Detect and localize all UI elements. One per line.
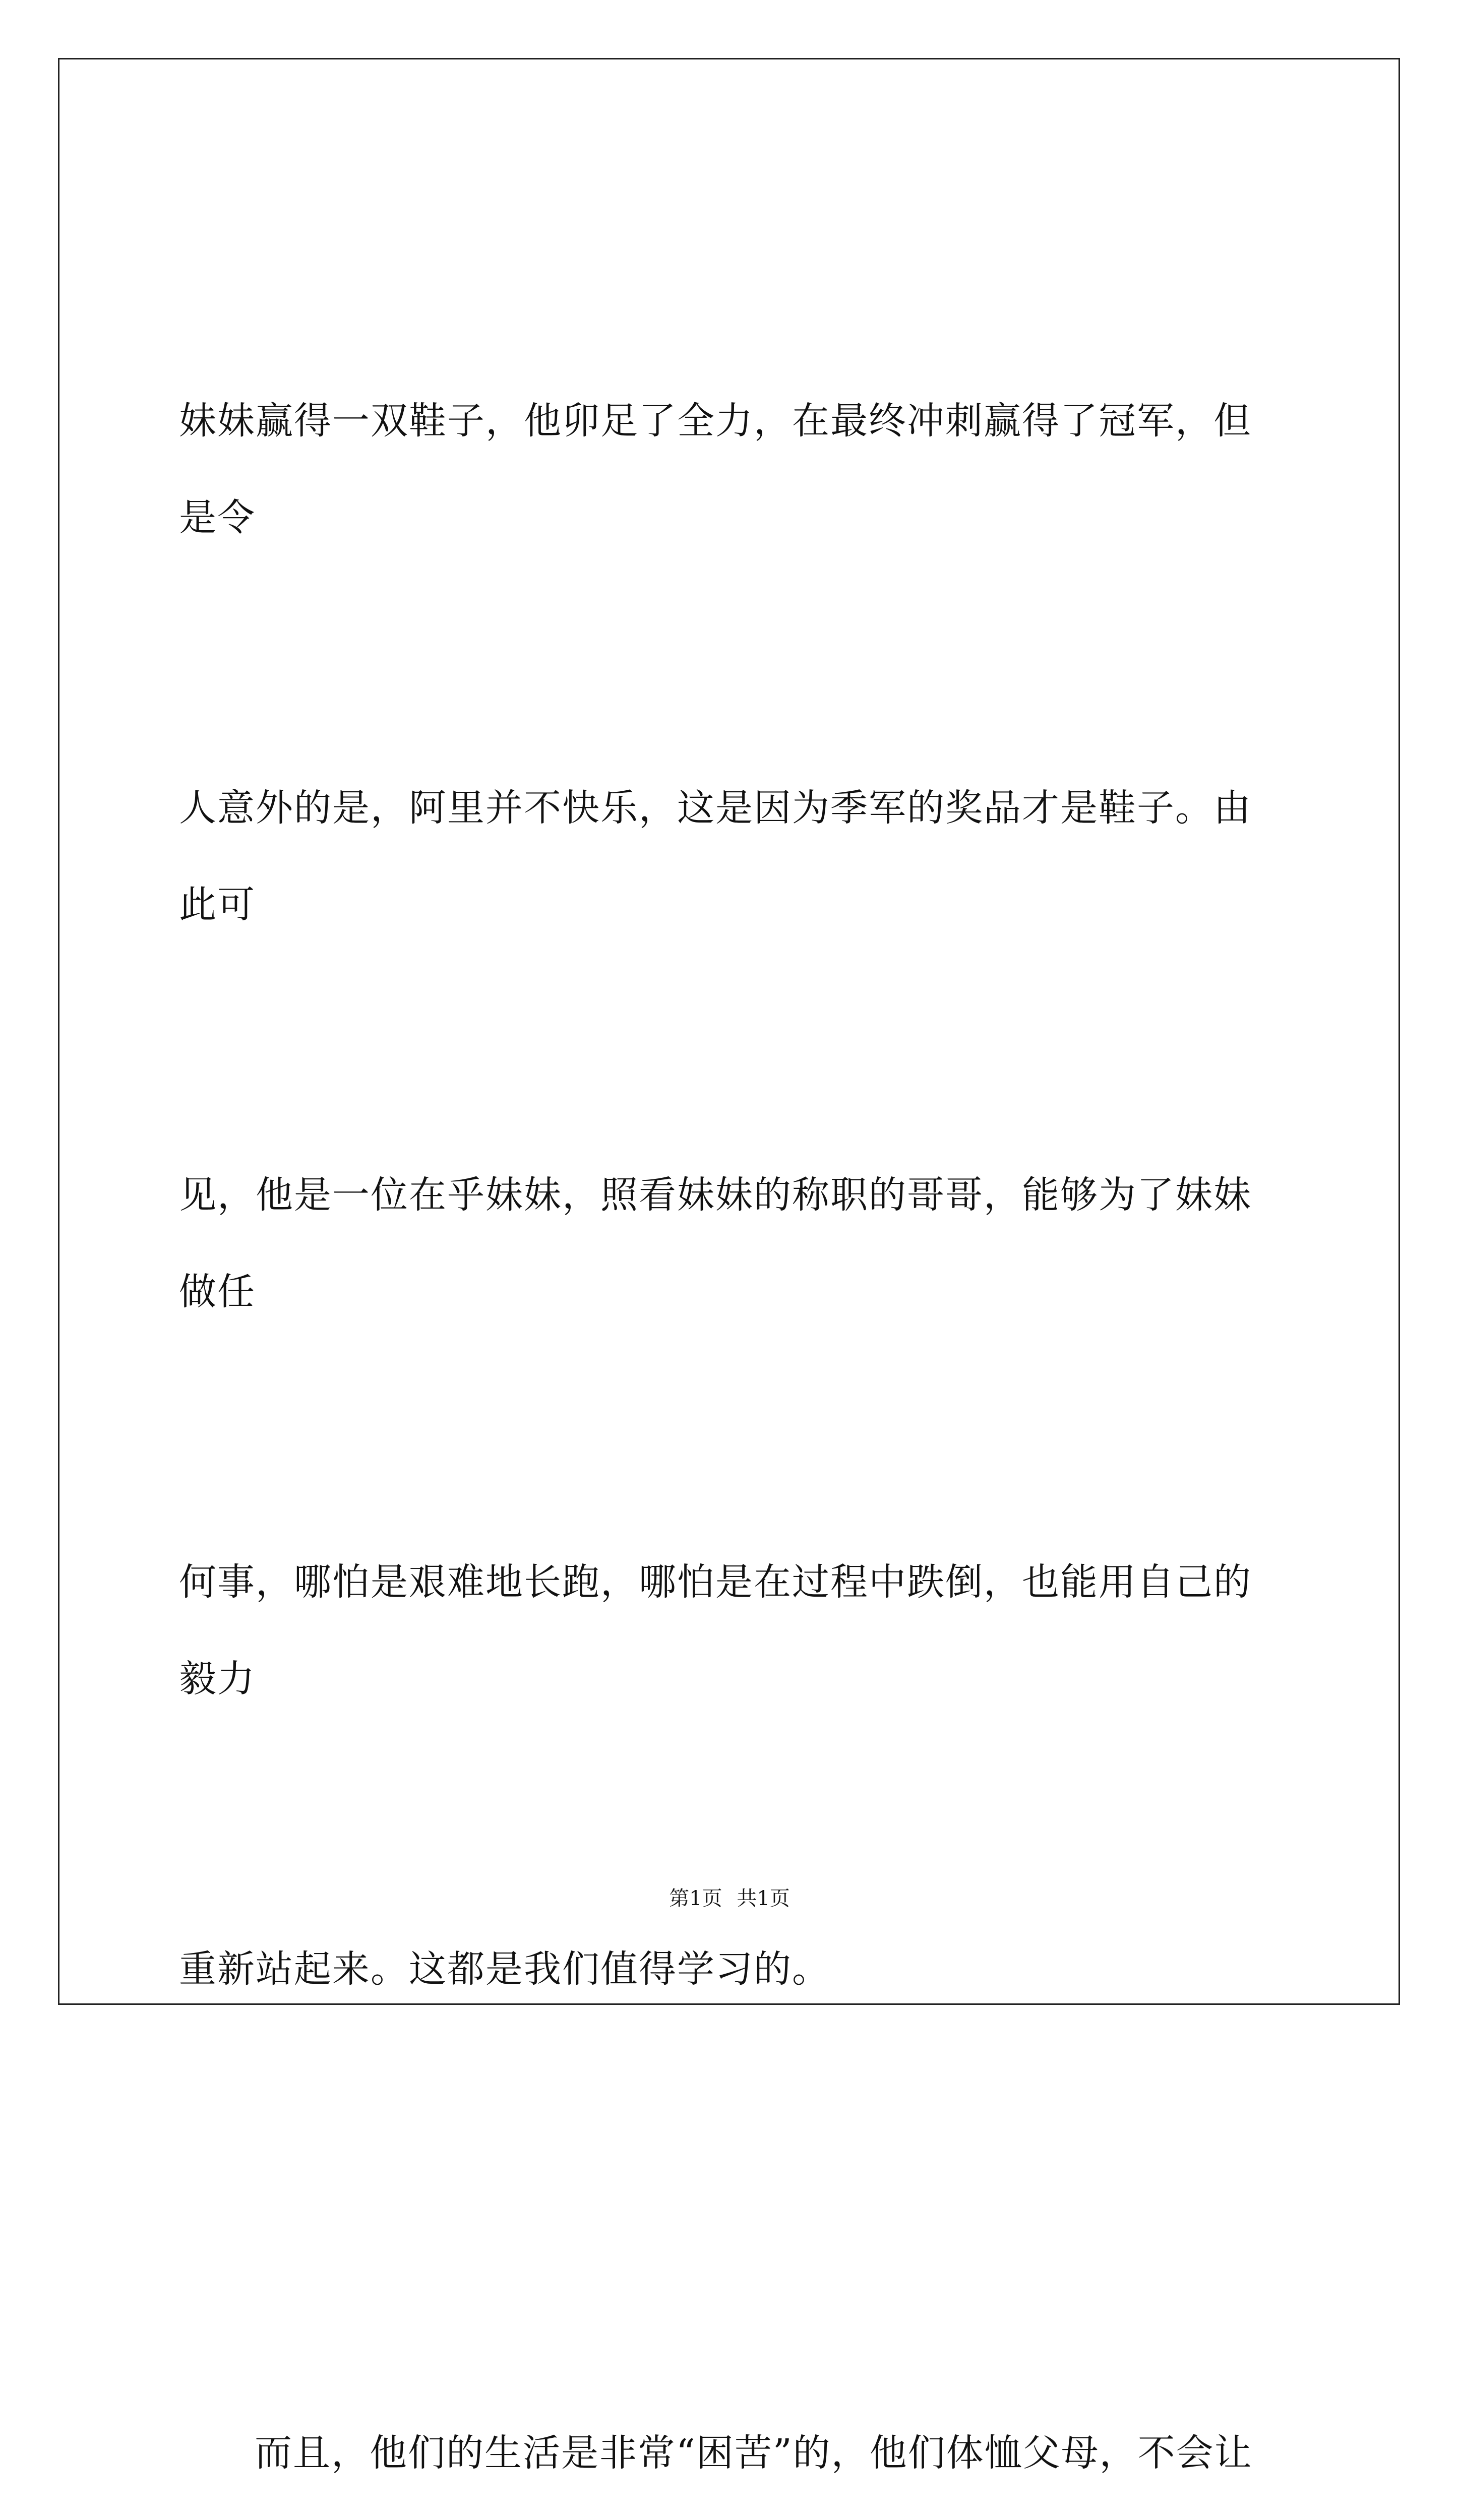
text-line: 重新站起来。这都是我们值得学习的。 (179, 1947, 830, 1991)
text-line: 而且，他们的生活是非常“困苦”的，他们体恤父母，不会让 (255, 2431, 1253, 2475)
page-number: 第1页 (669, 1887, 722, 1910)
paragraph (179, 2211, 1288, 2520)
text-line: 人意外的是，阿里并不快乐，这是因为季军的奖品才是鞋子。由此可 (179, 786, 1252, 926)
document-body (179, 179, 1288, 2520)
text-line: 见，他是一位在乎妹妹，照看妹妹的称职的哥哥，能够为了妹妹做任 (179, 1173, 1252, 1313)
page-footer (0, 1882, 1459, 1911)
page-total: 共1页 (737, 1887, 790, 1910)
text-line: 何事，哪怕是艰难地长跑，哪怕是在过程中跌倒，也能用自己的毅力 (179, 1560, 1252, 1700)
text-line: 妹妹赢得一双鞋子，他卯足了全力，在最终冲刺赢得了冠军，但是令 (179, 399, 1252, 539)
